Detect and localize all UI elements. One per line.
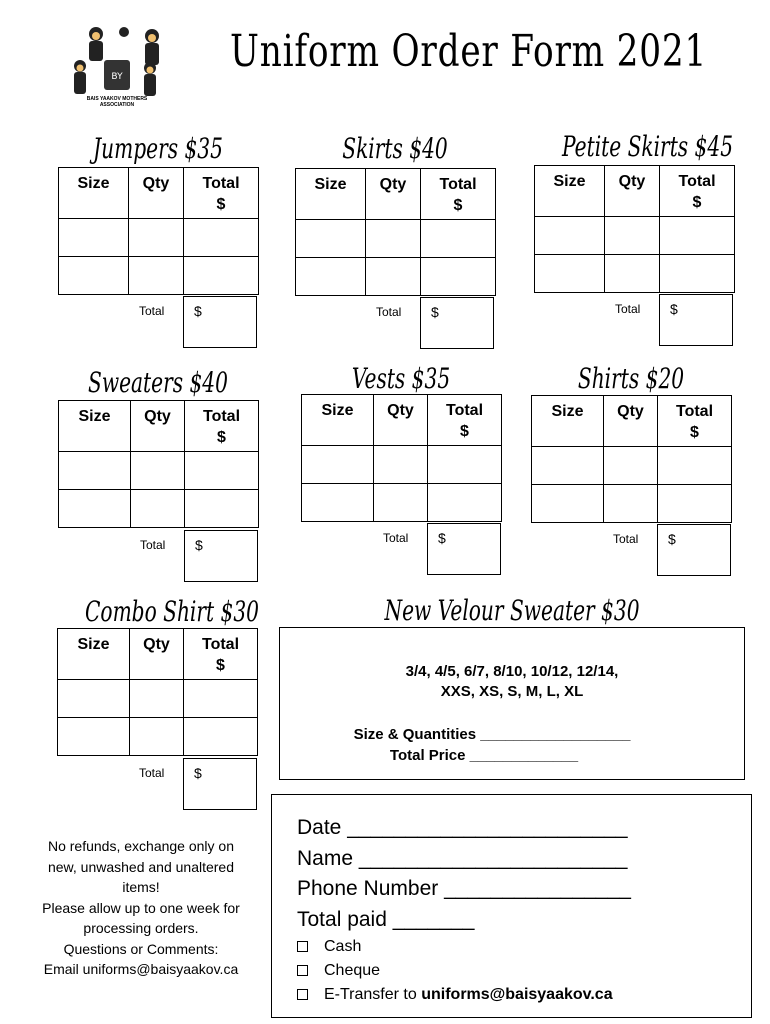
page-title: Uniform Order Form 2021 xyxy=(230,26,708,77)
total-cell[interactable] xyxy=(185,490,259,528)
size-cell[interactable] xyxy=(296,220,366,258)
total-label: Total xyxy=(139,766,165,780)
contact-email: Email uniforms@baisyaakov.ca xyxy=(43,961,239,977)
combo-shirt-table xyxy=(57,628,258,756)
total-price-field[interactable]: Total Price _____________ xyxy=(389,747,579,764)
qty-cell[interactable] xyxy=(605,217,660,255)
total-header: Total $ xyxy=(428,395,502,446)
petite-skirts-grand-total[interactable]: $ xyxy=(659,294,733,346)
qty-header: Qty xyxy=(131,401,185,452)
size-header: Size xyxy=(296,169,366,220)
qty-cell[interactable] xyxy=(374,484,428,522)
total-cell[interactable] xyxy=(421,258,496,296)
jumpers-table xyxy=(58,167,259,295)
size-cell[interactable] xyxy=(59,219,129,257)
qty-cell[interactable] xyxy=(129,257,184,295)
checkbox-icon[interactable] xyxy=(297,989,308,1000)
total-header: Total $ xyxy=(421,169,496,220)
velour-sweater-box xyxy=(279,627,745,780)
total-cell[interactable] xyxy=(428,484,502,522)
total-label: Total xyxy=(140,538,166,552)
skirts-title: Skirts $40 xyxy=(342,132,448,165)
size-header: Size xyxy=(535,166,605,217)
size-header: Size xyxy=(59,168,129,219)
payment-option-cheque[interactable]: Cheque xyxy=(297,959,751,983)
payment-option-etransfer[interactable]: E-Transfer to uniforms@baisyaakov.ca xyxy=(297,983,751,1007)
total-label: Total xyxy=(383,531,409,545)
size-cell[interactable] xyxy=(302,446,374,484)
size-cell[interactable] xyxy=(58,718,130,756)
checkbox-icon[interactable] xyxy=(297,965,308,976)
qty-cell[interactable] xyxy=(605,255,660,293)
skirts-table xyxy=(295,168,496,296)
size-cell[interactable] xyxy=(532,447,604,485)
logo-text: BAIS YAAKOV MOTHERS ASSOCIATION xyxy=(86,96,148,108)
total-paid-field[interactable]: Total paid _______ xyxy=(297,907,475,931)
total-cell[interactable] xyxy=(660,255,735,293)
total-cell[interactable] xyxy=(658,485,732,523)
skirts-grand-total[interactable]: $ xyxy=(420,297,494,349)
logo xyxy=(62,22,172,110)
total-cell[interactable] xyxy=(428,446,502,484)
total-cell[interactable] xyxy=(184,257,259,295)
total-header: Total $ xyxy=(185,401,259,452)
sweaters-title: Sweaters $40 xyxy=(88,366,228,399)
total-cell[interactable] xyxy=(184,680,258,718)
size-header: Size xyxy=(302,395,374,446)
qty-cell[interactable] xyxy=(366,220,421,258)
velour-sizes: 3/4, 4/5, 6/7, 8/10, 10/12, 12/14, XXS, XS, S, M, L, XL xyxy=(405,663,619,700)
total-cell[interactable] xyxy=(658,447,732,485)
size-cell[interactable] xyxy=(302,484,374,522)
size-cell[interactable] xyxy=(535,217,605,255)
name-field[interactable]: Name _______________________ xyxy=(297,846,628,870)
total-cell[interactable] xyxy=(660,217,735,255)
size-header: Size xyxy=(58,629,130,680)
total-label: Total xyxy=(376,305,402,319)
qty-header: Qty xyxy=(130,629,184,680)
phone-field[interactable]: Phone Number ________________ xyxy=(297,877,631,900)
total-header: Total $ xyxy=(184,168,259,219)
jumpers-grand-total[interactable]: $ xyxy=(183,296,257,348)
shirts-title: Shirts $20 xyxy=(577,362,685,395)
size-cell[interactable] xyxy=(59,257,129,295)
sweaters-table xyxy=(58,400,259,528)
size-quantities-field[interactable]: Size & Quantities __________________ xyxy=(353,726,631,743)
total-label: Total xyxy=(613,532,639,546)
qty-header: Qty xyxy=(374,395,428,446)
qty-header: Qty xyxy=(366,169,421,220)
size-header: Size xyxy=(532,396,604,447)
total-cell[interactable] xyxy=(184,718,258,756)
size-cell[interactable] xyxy=(58,680,130,718)
policy-notice: No refunds, exchange only on new, unwashed and unaltered items! Please allow up to one week for processing orders. Questions or Comments: Email uniforms@baisyaakov.ca xyxy=(22,836,260,980)
shirts-table xyxy=(531,395,732,523)
total-header: Total $ xyxy=(658,396,732,447)
combo-shirt-title: Combo Shirt $30 xyxy=(85,595,260,628)
customer-info-box xyxy=(271,794,752,1018)
qty-header: Qty xyxy=(129,168,184,219)
total-cell[interactable] xyxy=(421,220,496,258)
total-cell[interactable] xyxy=(185,452,259,490)
qty-cell[interactable] xyxy=(604,485,658,523)
shirts-grand-total[interactable]: $ xyxy=(657,524,731,576)
total-label: Total xyxy=(615,302,641,316)
qty-header: Qty xyxy=(604,396,658,447)
size-cell[interactable] xyxy=(532,485,604,523)
combo-shirt-grand-total[interactable]: $ xyxy=(183,758,257,810)
qty-cell[interactable] xyxy=(374,446,428,484)
qty-cell[interactable] xyxy=(131,452,185,490)
qty-cell[interactable] xyxy=(131,490,185,528)
velour-order-lines xyxy=(280,724,744,766)
vests-grand-total[interactable]: $ xyxy=(427,523,501,575)
total-label: Total xyxy=(139,304,165,318)
vests-table xyxy=(301,394,502,522)
size-cell[interactable] xyxy=(59,490,131,528)
size-cell[interactable] xyxy=(535,255,605,293)
sweaters-grand-total[interactable]: $ xyxy=(184,530,258,582)
svg-text:BY: BY xyxy=(111,72,123,82)
qty-cell[interactable] xyxy=(130,680,184,718)
vests-title: Vests $35 xyxy=(351,362,451,395)
payment-option-cash[interactable]: Cash xyxy=(297,935,751,959)
petite-skirts-title: Petite Skirts $45 xyxy=(562,130,734,163)
velour-sweater-title: New Velour Sweater $30 xyxy=(384,594,640,627)
qty-header: Qty xyxy=(605,166,660,217)
jumpers-title: Jumpers $35 xyxy=(93,132,223,165)
size-header: Size xyxy=(59,401,131,452)
qty-cell[interactable] xyxy=(130,718,184,756)
total-cell[interactable] xyxy=(184,219,259,257)
qty-cell[interactable] xyxy=(366,258,421,296)
etransfer-email: uniforms@baisyaakov.ca xyxy=(421,986,613,1003)
petite-skirts-table xyxy=(534,165,735,293)
total-header: Total $ xyxy=(660,166,735,217)
date-field[interactable]: Date ________________________ xyxy=(297,816,628,839)
checkbox-icon[interactable] xyxy=(297,941,308,952)
total-header: Total $ xyxy=(184,629,258,680)
size-cell[interactable] xyxy=(59,452,131,490)
qty-cell[interactable] xyxy=(129,219,184,257)
size-cell[interactable] xyxy=(296,258,366,296)
qty-cell[interactable] xyxy=(604,447,658,485)
